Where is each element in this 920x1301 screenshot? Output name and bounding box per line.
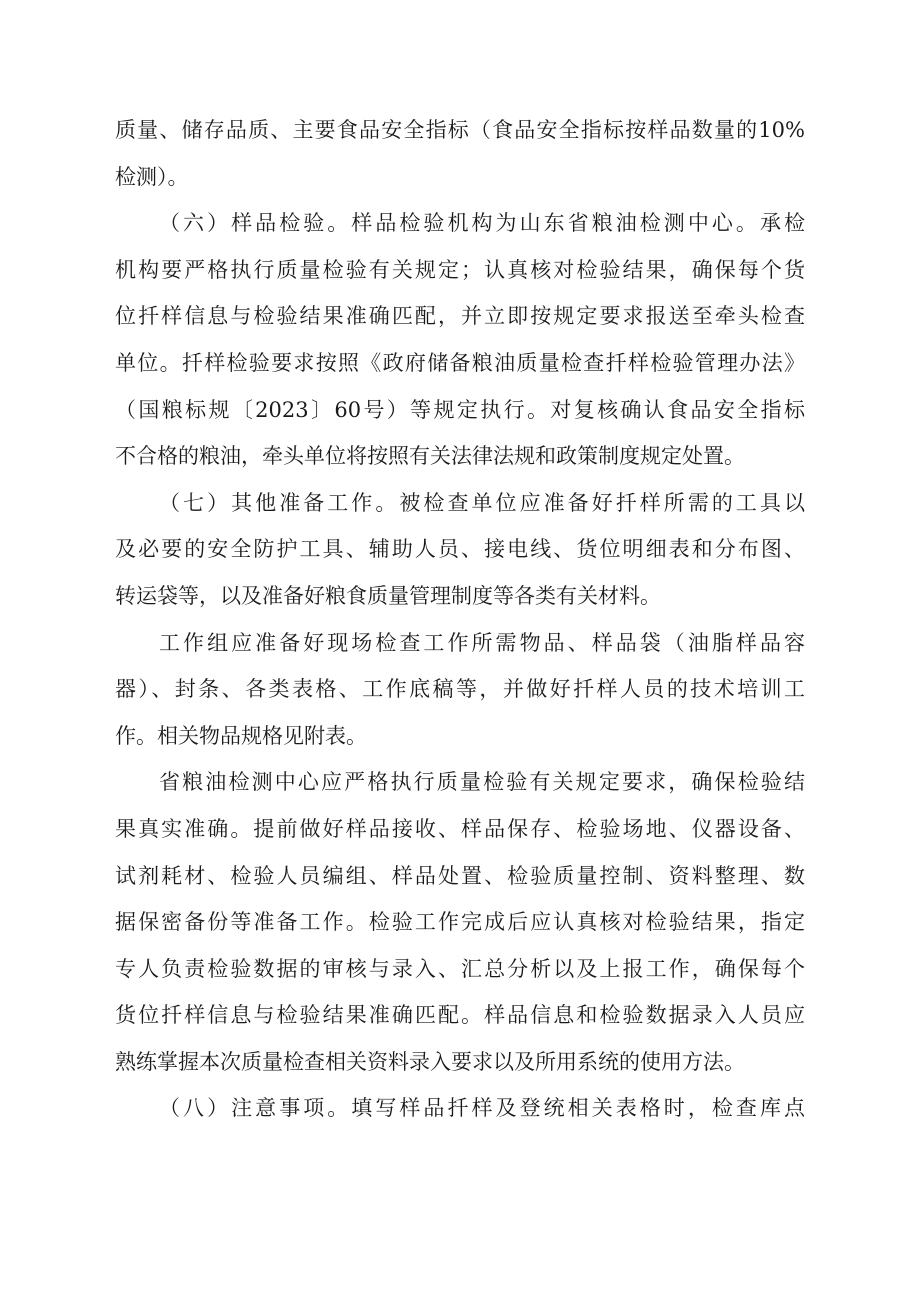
text-line: 货位扦样信息与检验结果准确匹配。样品信息和检验数据录入人员应	[115, 1003, 805, 1028]
text-line: 机构要严格执行质量检验有关规定；认真核对检验结果，确保每个货	[115, 257, 805, 282]
text-line: 位扦样信息与检验结果准确匹配，并立即按规定要求报送至牵头检查	[115, 304, 805, 329]
text-line: 果真实准确。提前做好样品接收、样品保存、检验场地、仪器设备、	[115, 816, 805, 841]
document-page	[115, 107, 805, 1132]
text-line: 作。相关物品规格见附表。	[115, 723, 367, 748]
text-line: 单位。扦样检验要求按照《政府储备粮油质量检查扦样检验管理办法》	[115, 350, 805, 375]
text-line: （六）样品检验。样品检验机构为山东省粮油检测中心。承检	[159, 211, 805, 236]
text-line: 质量、储存品质、主要食品安全指标（食品安全指标按样品数量的10%	[115, 118, 805, 142]
text-line: 检测）。	[115, 164, 189, 189]
text-line: （八）注意事项。填写样品扦样及登统相关表格时，检查库点	[159, 1096, 805, 1121]
text-line: 据保密备份等准备工作。检验工作完成后应认真核对检验结果，指定	[115, 910, 805, 935]
text-line: 器）、封条、各类表格、工作底稿等，并做好扦样人员的技术培训工	[115, 677, 805, 702]
text-line: 转运袋等，以及准备好粮食质量管理制度等各类有关材料。	[115, 583, 661, 608]
text-line: 试剂耗材、检验人员编组、样品处置、检验质量控制、资料整理、数	[115, 863, 805, 888]
text-line: （国粮标规〔2023〕60号）等规定执行。对复核确认食品安全指标	[115, 397, 805, 422]
text-line: 不合格的粮油，牵头单位将按照有关法律法规和政策制度规定处置。	[115, 444, 745, 469]
text-line: （七）其他准备工作。被检查单位应准备好扦样所需的工具以	[159, 490, 805, 515]
text-line: 专人负责检验数据的审核与录入、汇总分析以及上报工作，确保每个	[115, 956, 805, 981]
text-line: 工作组应准备好现场检查工作所需物品、样品袋（油脂样品容	[159, 630, 805, 655]
text-line: 及必要的安全防护工具、辅助人员、接电线、货位明细表和分布图、	[115, 537, 805, 562]
text-line: 省粮油检测中心应严格执行质量检验有关规定要求，确保检验结	[159, 770, 805, 795]
text-line: 熟练掌握本次质量检查相关资料录入要求以及所用系统的使用方法。	[115, 1049, 745, 1074]
